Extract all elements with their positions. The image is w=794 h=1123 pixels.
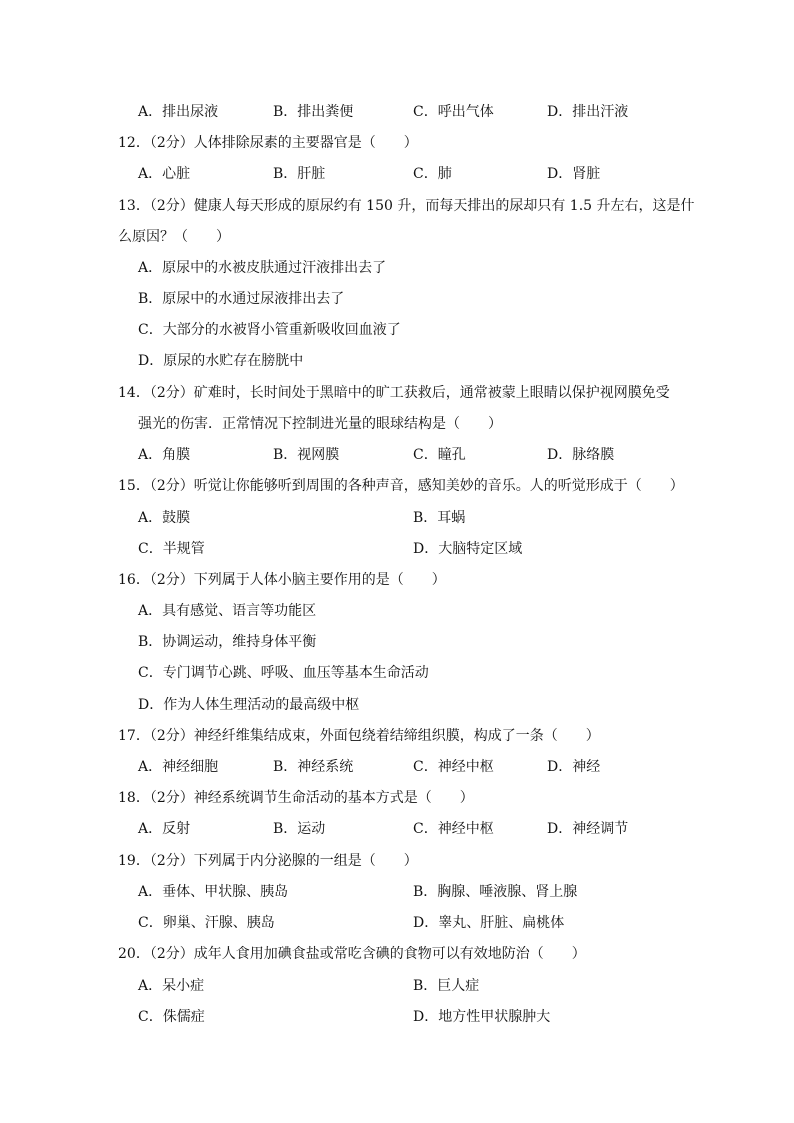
q14-options-row <box>0 443 794 467</box>
q18-option-a: A．反射 <box>138 821 191 837</box>
q14-stem-text-2: 强光的伤害．正常情况下控制进光量的眼球结构是（ ） <box>138 416 502 432</box>
q19-options-row-2 <box>0 911 794 935</box>
q19-option-d: D．睾丸、肝脏、扁桃体 <box>413 915 565 931</box>
q17-option-d: D．神经 <box>547 759 601 775</box>
q17-options-row <box>0 755 794 779</box>
q13-stem-text-2: 么原因？（ ） <box>118 229 230 245</box>
q15-options-row-1 <box>0 506 794 530</box>
q16-option-b-row <box>0 630 794 654</box>
q16-stem <box>0 568 794 592</box>
q16-option-c: C．专门调节心跳、呼吸、血压等基本生命活动 <box>138 665 429 681</box>
q15-option-b: B．耳蜗 <box>413 510 466 526</box>
q19-option-c: C．卵巢、汗腺、胰岛 <box>138 915 275 931</box>
q11-option-d: D．排出汗液 <box>547 104 629 120</box>
q17-option-c: C．神经中枢 <box>413 759 494 775</box>
q19-stem <box>0 849 794 873</box>
q17-stem-text: 17．（2分）神经纤维集结成束，外面包绕着结缔组织膜，构成了一条（ ） <box>118 728 600 744</box>
q12-options-row <box>0 162 794 186</box>
q12-option-b: B．肝脏 <box>273 166 326 182</box>
q16-option-a-row <box>0 599 794 623</box>
q19-option-b: B．胸腺、唾液腺、肾上腺 <box>413 884 578 900</box>
q15-option-d: D．大脑特定区域 <box>413 541 523 557</box>
q17-stem <box>0 724 794 748</box>
q11-option-b: B．排出粪便 <box>273 104 354 120</box>
q13-option-a-row <box>0 256 794 280</box>
q17-option-b: B．神经系统 <box>273 759 354 775</box>
q16-option-b: B．协调运动，维持身体平衡 <box>138 634 317 650</box>
q18-options-row <box>0 817 794 841</box>
q14-option-d: D．脉络膜 <box>547 447 615 463</box>
q16-option-c-row <box>0 661 794 685</box>
q14-option-b: B．视网膜 <box>273 447 340 463</box>
q20-options-row-1 <box>0 974 794 998</box>
q14-stem-line1 <box>0 381 794 405</box>
q18-stem <box>0 786 794 810</box>
q13-option-d-row <box>0 349 794 373</box>
q11-option-c: C．呼出气体 <box>413 104 494 120</box>
q19-stem-text: 19．（2分）下列属于内分泌腺的一组是（ ） <box>118 853 418 869</box>
q17-option-a: A．神经细胞 <box>138 759 219 775</box>
q13-option-b-row <box>0 287 794 311</box>
q14-stem-line2 <box>0 412 794 436</box>
q14-stem-text-1: 14．（2分）矿难时，长时间处于黑暗中的旷工获救后，通常被蒙上眼睛以保护视网膜免受 <box>118 385 670 401</box>
q13-option-d: D．原尿的水贮存在膀胱中 <box>138 353 304 369</box>
q11-option-a: A．排出尿液 <box>138 104 219 120</box>
q16-option-d-row <box>0 693 794 717</box>
q13-stem-text-1: 13．（2分）健康人每天形成的原尿约有 150 升，而每天排出的尿却只有 1.5 升左右，这是什 <box>118 198 695 214</box>
q13-stem-line2 <box>0 225 794 249</box>
q14-option-a: A．角膜 <box>138 447 191 463</box>
q15-options-row-2 <box>0 537 794 561</box>
q20-stem <box>0 942 794 966</box>
q12-stem-text: 12．（2分）人体排除尿素的主要器官是（ ） <box>118 135 418 151</box>
q12-option-c: C．肺 <box>413 166 452 182</box>
q16-option-a: A．具有感觉、语言等功能区 <box>138 603 317 619</box>
q12-stem <box>0 131 794 155</box>
q11-options-row <box>0 100 794 124</box>
q20-option-a: A．呆小症 <box>138 978 205 994</box>
q20-option-c: C．侏儒症 <box>138 1009 205 1025</box>
q14-option-c: C．瞳孔 <box>413 447 466 463</box>
q13-option-c: C．大部分的水被肾小管重新吸收回血液了 <box>138 322 401 338</box>
q20-stem-text: 20．（2分）成年人食用加碘食盐或常吃含碘的食物可以有效地防治（ ） <box>118 946 586 962</box>
q15-option-c: C．半规管 <box>138 541 205 557</box>
q15-option-a: A．鼓膜 <box>138 510 191 526</box>
q20-option-d: D．地方性甲状腺肿大 <box>413 1009 551 1025</box>
q18-option-c: C．神经中枢 <box>413 821 494 837</box>
q18-stem-text: 18．（2分）神经系统调节生命活动的基本方式是（ ） <box>118 790 474 806</box>
q13-option-b: B．原尿中的水通过尿液排出去了 <box>138 291 345 307</box>
q20-options-row-2 <box>0 1005 794 1029</box>
q12-option-a: A．心脏 <box>138 166 191 182</box>
q13-stem-line1 <box>0 194 794 218</box>
q18-option-b: B．运动 <box>273 821 326 837</box>
q15-stem-text: 15．（2分）听觉让你能够听到周围的各种声音，感知美妙的音乐。人的听觉形成于（ ） <box>118 478 684 494</box>
q12-option-d: D．肾脏 <box>547 166 601 182</box>
q18-option-d: D．神经调节 <box>547 821 629 837</box>
q19-option-a: A．垂体、甲状腺、胰岛 <box>138 884 289 900</box>
q16-option-d: D．作为人体生理活动的最高级中枢 <box>138 697 360 713</box>
q19-options-row-1 <box>0 880 794 904</box>
q15-stem <box>0 474 794 498</box>
q16-stem-text: 16．（2分）下列属于人体小脑主要作用的是（ ） <box>118 572 446 588</box>
q13-option-a: A．原尿中的水被皮肤通过汗液排出去了 <box>138 260 387 276</box>
q13-option-c-row <box>0 318 794 342</box>
q20-option-b: B．巨人症 <box>413 978 480 994</box>
